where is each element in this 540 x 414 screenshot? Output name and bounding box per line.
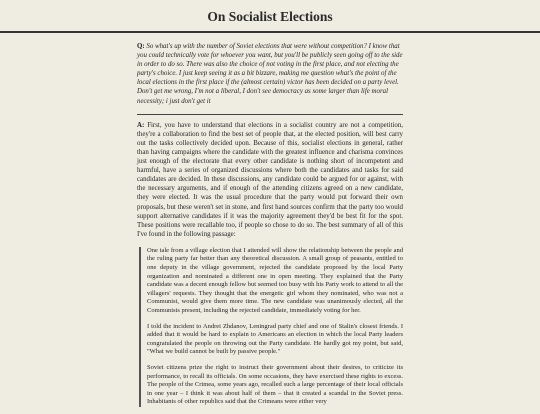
quote-paragraph: Soviet citizens prize the right to instruct their government about their desires, to criticize its performance, to recall its officials. On some occasions, they have exercised these rights to excess. The people of the Crimea, some years ago, recalled such a large percentage of their local officials in one year – I think it was about half of them – that it created a scandal in the Soviet press. Inhabitants of other republics said that the Crimeans were either very bbox=[147, 364, 403, 406]
answer-tag: A: bbox=[137, 121, 145, 129]
qa-divider bbox=[137, 114, 403, 115]
quote-paragraph: One tale from a village election that I attended will show the relationship between the people and the ruling party far better than any theoretical discussion. A small group of peasants, entitled to one deputy in the village government, rejected the candidate proposed by the local Party organization and nominated a different one in open meeting. They explained that the Party candidate was a decent enough fellow but seemed too busy with his Party work to attend to all the villagers' requests. They thought that the energetic girl whom they nominated, who was not a Communist, would give them more time. The new candidate was unanimously elected, all the Communists present, including the rejected candidate, immediately voting for her. bbox=[147, 246, 403, 315]
answer-block bbox=[137, 121, 403, 239]
question-block bbox=[137, 42, 403, 106]
page-title: On Socialist Elections bbox=[207, 9, 333, 24]
blockquote bbox=[139, 247, 403, 407]
question-text: So what's up with the number of Soviet elections that were without competition? I know that you could technically vote for whoever you want, but you'll be publicly seen going off to the side in order to do so. There was also the choice of not voting in the first place, and not electing the party's choice. I just keep seeing it as a bit bizzare, making me question what's the point of the local elections in the first place if the (almost certain) victor has been decided on a party level. Don't get me wrong, I'm not a liberal, I don't see democracy as some larger than life moral necessity; i just don't get it bbox=[137, 43, 403, 105]
quote-paragraph: I told the incident to Andrei Zhdanov, Leningrad party chief and one of Stalin's closest friends. I added that it would be hard to explain to Americans an election in which the local Party leaders congratulated the people on throwing out the Party candidate. He hardly got my point, but said, "What we build cannot be built by passive people." bbox=[147, 322, 403, 356]
article-body bbox=[137, 42, 403, 414]
question-tag: Q: bbox=[137, 43, 145, 50]
title-divider bbox=[0, 31, 540, 33]
answer-text: First, you have to understand that elections in a socialist country are not a competition, they're a collaboration to find the best set of people that, at the elected position, will best carry out the tasks collectively decided upon. Because of this, socialist elections in general, rather than having campaigns where the candidate with the greatest influence and charisma convinces just enough of the electorate that every other candidate is nothing short of incompetent and harmful, have a series of organized discussions where both the candidates and tasks for said candidates are decided. In these discussions, any candidate could be argued for or against, with the necessary arguments, and if enough of the attending citizens agreed on a new candidate, they were elected. It was the usual procedure that the party would put forward their own proposals, but these weren't set in stone, and first hand sources confirm that the party too would support alternative candidates if it was the majority agreement they'd be best fit for the spot. These positions were recallable too, if people so chose to do so. The best summary of all of this I've found in the following passage: bbox=[137, 121, 403, 238]
